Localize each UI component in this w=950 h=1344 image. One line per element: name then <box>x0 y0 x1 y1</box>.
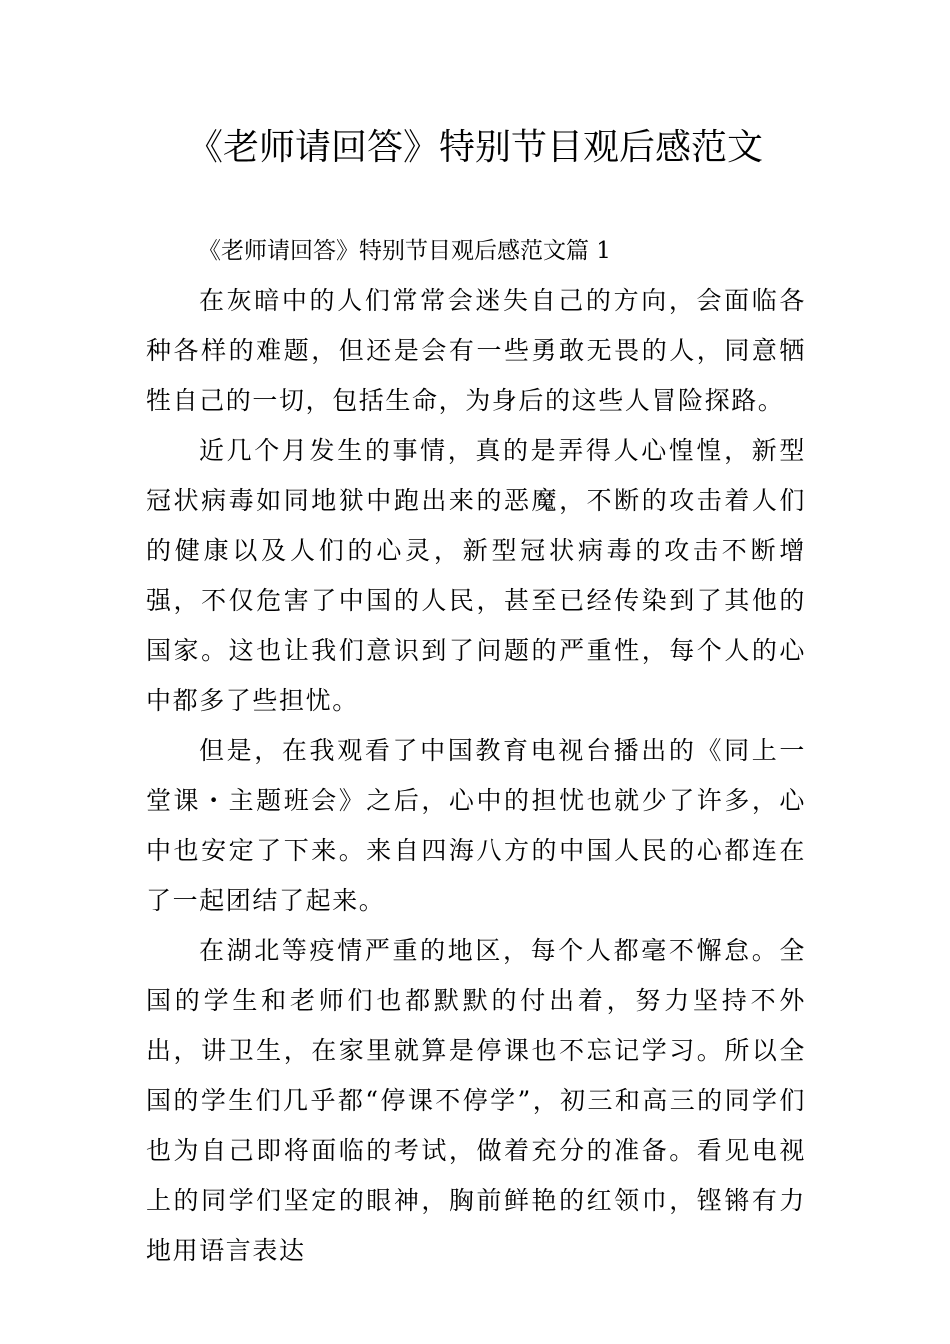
paragraph-4: 在湖北等疫情严重的地区，每个人都毫不懈怠。全国的学生和老师们也都默默的付出着，努力坚持不外出，讲卫生，在家里就算是停课也不忘记学习。所以全国的学生们几乎都“停课不停学”，初三和高三的同学们也为自己即将面临的考试，做着充分的准备。看见电视上的同学们坚定的眼神，胸前鲜艳的红领巾，铿锵有力地用语言表达 <box>146 936 806 1265</box>
document-body <box>146 226 806 1276</box>
paragraph-2: 近几个月发生的事情，真的是弄得人心惶惶，新型冠状病毒如同地狱中跑出来的恶魔，不断的攻击着人们的健康以及人们的心灵，新型冠状病毒的攻击不断增强，不仅危害了中国的人民，甚至已经传染到了其他的国家。这也让我们意识到了问题的严重性，每个人的心中都多了些担忧。 <box>146 436 806 715</box>
paragraph-1: 在灰暗中的人们常常会迷失自己的方向，会面临各种各样的难题，但还是会有一些勇敢无畏的人，同意牺牲自己的一切，包括生命，为身后的这些人冒险探路。 <box>146 286 806 415</box>
section-heading: 《老师请回答》特别节目观后感范文篇 1 <box>198 238 611 264</box>
document-title: 《老师请回答》特别节目观后感范文 <box>186 127 763 168</box>
paragraph-3: 但是，在我观看了中国教育电视台播出的《同上一堂课・主题班会》之后，心中的担忧也就少了许多，心中也安定了下来。来自四海八方的中国人民的心都连在了一起团结了起来。 <box>146 736 806 915</box>
